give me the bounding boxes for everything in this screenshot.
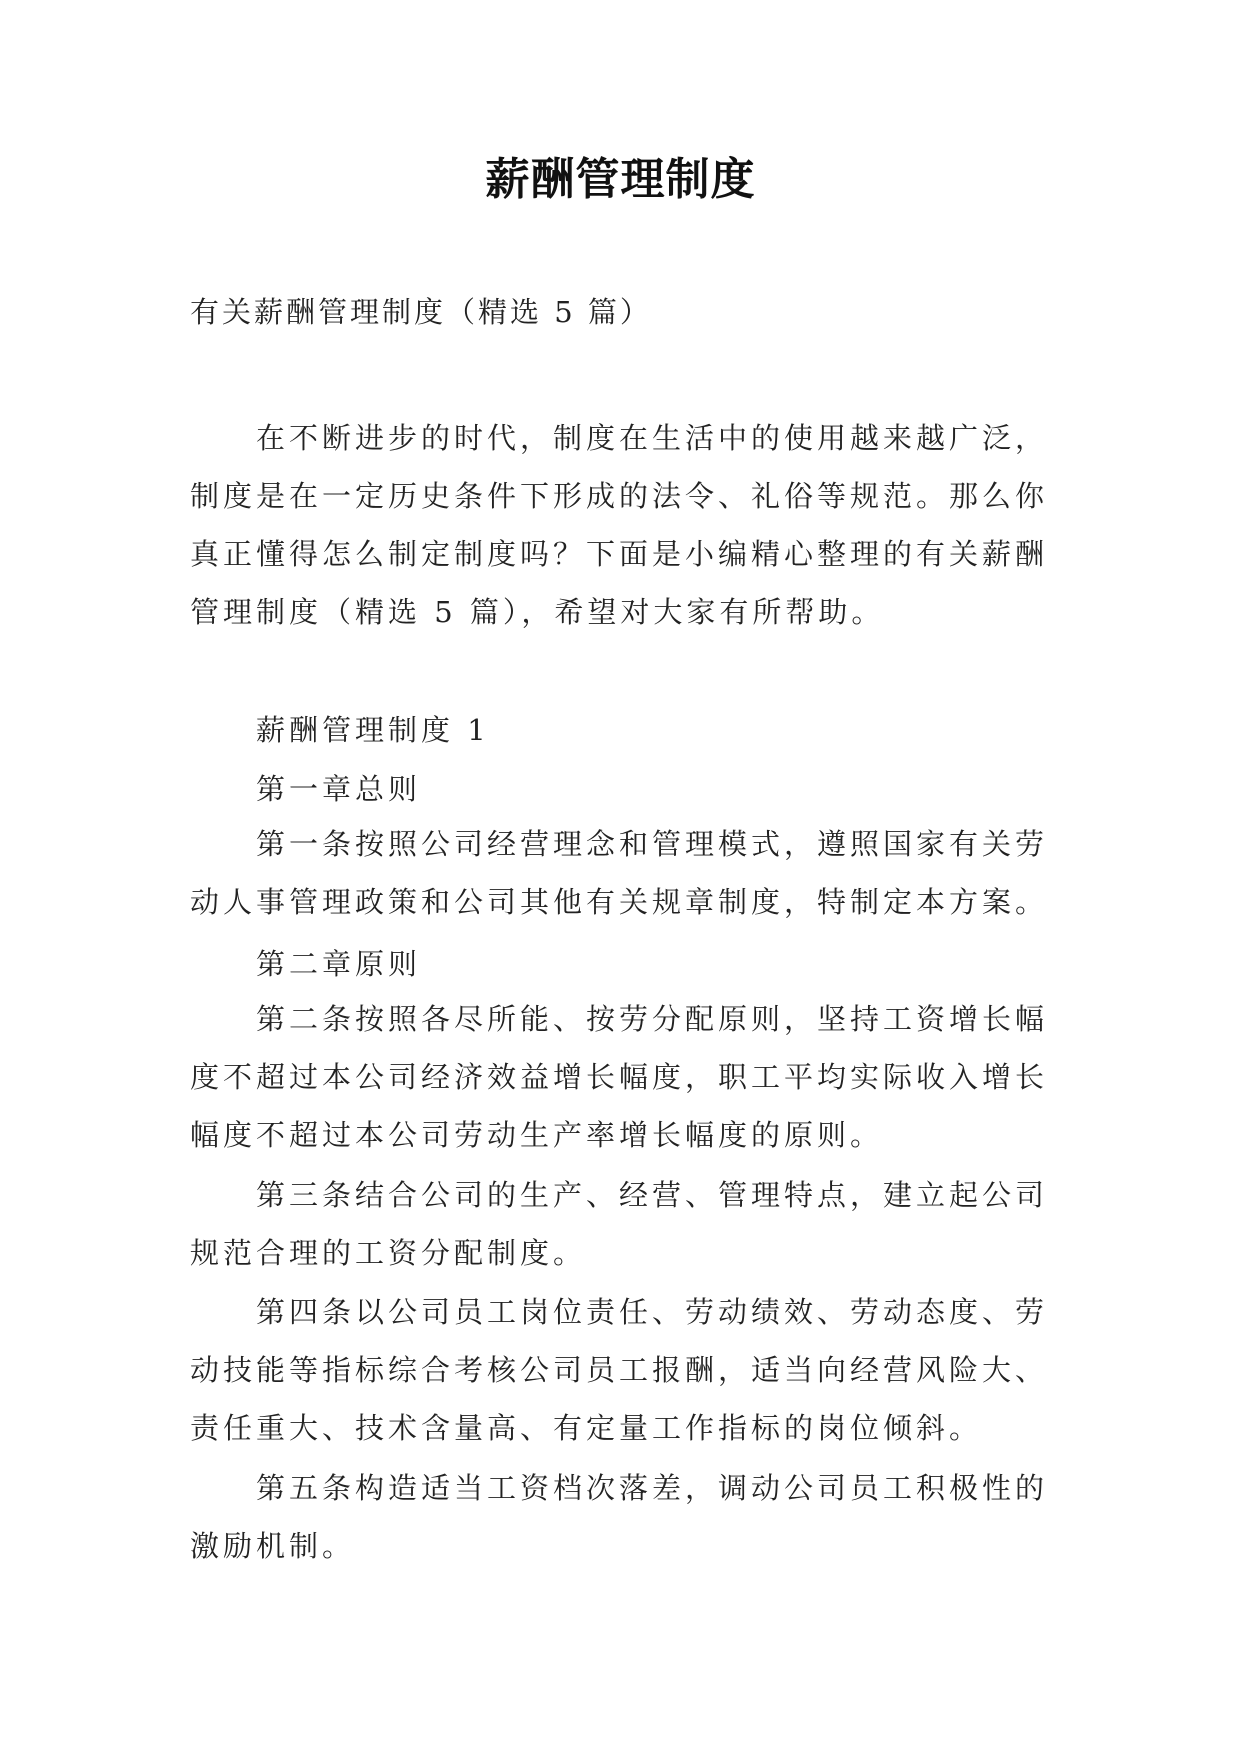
article-5-paragraph: 第五条构造适当工资档次落差，调动公司员工积极性的激励机制。 (190, 1471, 1049, 1563)
document-title: 薪酬管理制度 (485, 154, 756, 205)
chapter-heading-1: 第一章总则 (256, 772, 422, 806)
article-4-paragraph: 第四条以公司员工岗位责任、劳动绩效、劳动态度、劳动技能等指标综合考核公司员工报酬，适当向经营风险大、责任重大、技术含量高、有定量工作指标的岗位倾斜。 (190, 1295, 1049, 1445)
document-subtitle: 有关薪酬管理制度（精选 5 篇） (190, 295, 652, 329)
chapter-heading-2: 第二章原则 (256, 947, 422, 981)
article-2-paragraph: 第二条按照各尽所能、按劳分配原则，坚持工资增长幅度不超过本公司经济效益增长幅度，职工平均实际收入增长幅度不超过本公司劳动生产率增长幅度的原则。 (190, 1002, 1049, 1152)
section-heading: 薪酬管理制度 1 (256, 713, 490, 747)
article-1-paragraph: 第一条按照公司经营理念和管理模式，遵照国家有关劳动人事管理政策和公司其他有关规章制度，特制定本方案。 (190, 827, 1049, 919)
article-3-paragraph: 第三条结合公司的生产、经营、管理特点，建立起公司规范合理的工资分配制度。 (190, 1178, 1049, 1270)
intro-paragraph: 在不断进步的时代，制度在生活中的使用越来越广泛，制度是在一定历史条件下形成的法令、礼俗等规范。那么你真正懂得怎么制定制度吗？下面是小编精心整理的有关薪酬管理制度（精选 5 篇），希望对大家有所帮助。 (190, 421, 1049, 629)
